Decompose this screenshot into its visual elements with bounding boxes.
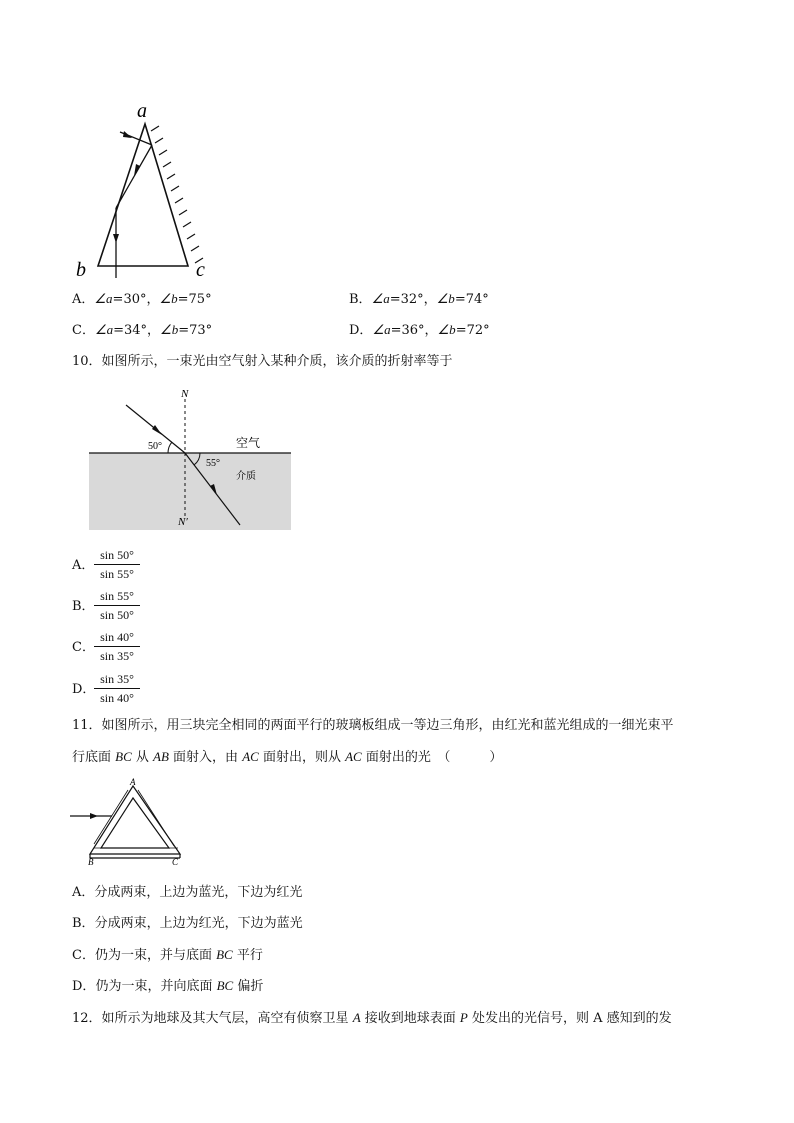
vertex-a: a: [137, 100, 147, 122]
q10-option-c-letter: C．: [72, 640, 95, 655]
q9-option-b: B．∠a=32°，∠b=74°: [349, 291, 489, 307]
q11-option-c: C．仍为一束，并与底面 BC 平行: [72, 947, 263, 963]
q10-option-b-fraction: $\frac{\sin 55^\circ}{\sin 50^\circ}$: [94, 589, 140, 622]
incident-angle-label: 50°: [148, 441, 162, 452]
prism-triangle: [98, 124, 188, 266]
plate-edge-left: [94, 790, 128, 844]
q9-option-c: C．∠a=34°，∠b=73°: [72, 322, 213, 338]
q11-option-b: B．分成两束，上边为红光，下边为蓝光: [72, 916, 303, 931]
normal-label-top: N: [181, 388, 189, 400]
refracted-angle-label: 55°: [206, 458, 220, 469]
q10-option-a-letter: A．: [72, 558, 95, 573]
angle-arc-incident: [168, 442, 172, 453]
vertex-C: C: [172, 857, 179, 866]
medium-region: [89, 453, 291, 530]
q10-option-d-fraction: $\frac{\sin 35^\circ}{\sin 40^\circ}$: [94, 672, 140, 705]
vertex-B: B: [88, 857, 94, 866]
q10-option-b-letter: B．: [72, 599, 95, 614]
q9-option-d: D．∠a=36°，∠b=72°: [349, 322, 490, 338]
q11-option-d: D．仍为一束，并向底面 BC 偏折: [72, 978, 264, 994]
ray-arrow-1: [123, 131, 132, 138]
q11-stem-line2: 行底面 BC 从 AB 面射入，由 AC 面射出，则从 AC 面射出的光 （ ）: [72, 749, 503, 765]
q10-stem: 10．如图所示，一束光由空气射入某种介质，该介质的折射率等于: [72, 354, 453, 369]
vertex-c: c: [196, 259, 205, 281]
q10-option-d-letter: D．: [72, 682, 96, 697]
incoming-beam-arrow: [90, 813, 98, 819]
normal-label-bottom: N′: [178, 516, 188, 528]
q11-option-a: A．分成两束，上边为蓝光，下边为红光: [72, 885, 303, 900]
incident-arrow: [152, 425, 162, 435]
light-ray: [116, 132, 152, 278]
vertex-b: b: [76, 259, 86, 281]
vertex-A: A: [130, 778, 136, 787]
air-label: 空气: [236, 436, 261, 450]
q12-stem: 12．如所示为地球及其大气层，高空有侦察卫星 A 接收到地球表面 P 处发出的光信号，则 A 感知到的发: [72, 1010, 672, 1026]
glass-triangle-figure: [68, 778, 190, 866]
ray-arrow-3: [113, 234, 119, 243]
prism-figure: [70, 98, 220, 283]
ray-arrow-2: [134, 164, 140, 176]
q11-stem-line1: 11．如图所示，用三块完全相同的两面平行的玻璃板组成一等边三角形，由红光和蓝光组成的一细光束平: [72, 718, 674, 733]
q10-option-a-fraction: $\frac{\sin 50^\circ}{\sin 55^\circ}$: [94, 548, 140, 581]
q10-option-c-fraction: $\frac{\sin 40^\circ}{\sin 35^\circ}$: [94, 630, 140, 663]
mirror-hatching: [151, 126, 203, 263]
q9-option-a: A．∠a=30°，∠b=75°: [72, 291, 212, 307]
medium-label: 介质: [236, 471, 256, 482]
refraction-figure: [88, 385, 294, 533]
plate-edge-right: [138, 790, 174, 846]
